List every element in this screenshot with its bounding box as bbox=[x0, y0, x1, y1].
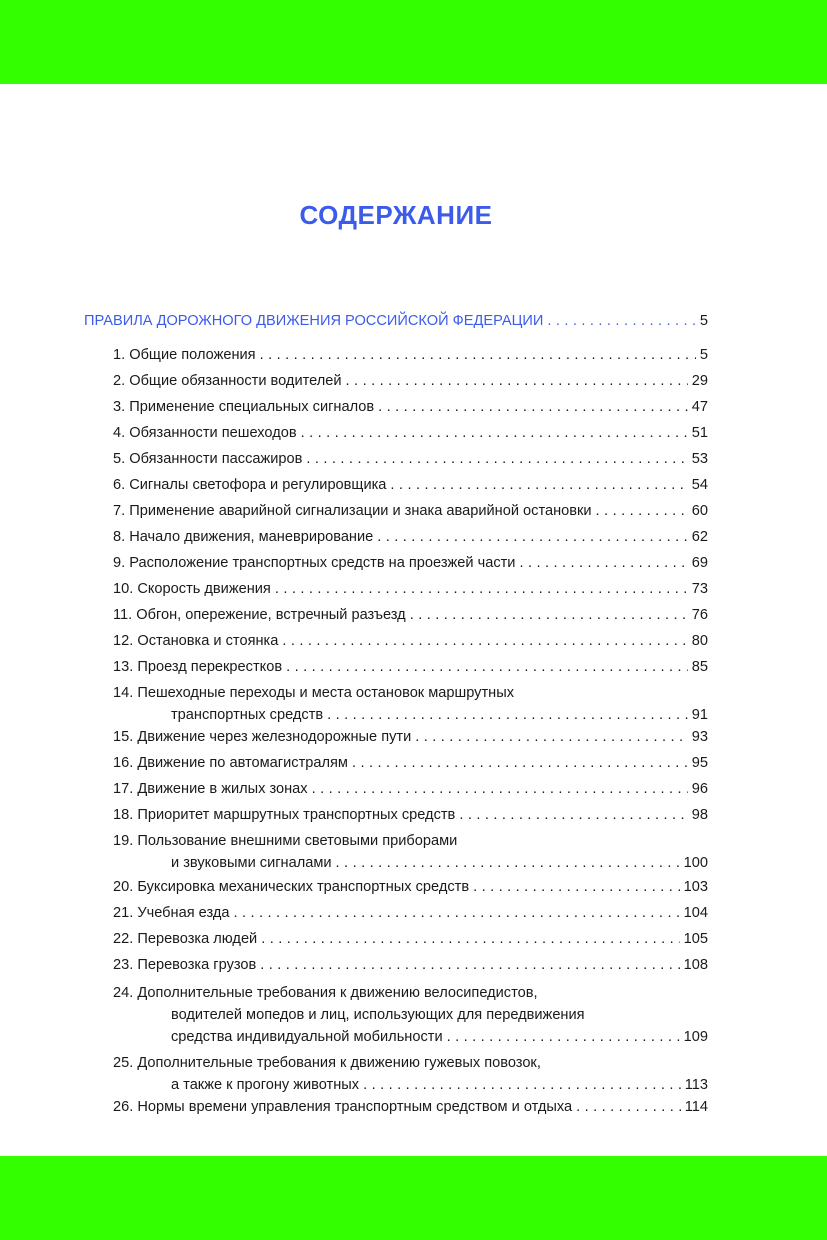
toc-page-number: 98 bbox=[691, 807, 708, 823]
toc-entry[interactable] bbox=[0, 526, 827, 548]
dot-leader bbox=[519, 552, 687, 574]
dot-leader bbox=[596, 500, 688, 522]
dot-leader bbox=[233, 902, 679, 924]
toc-page-number: 109 bbox=[683, 1029, 708, 1045]
dot-leader bbox=[336, 852, 680, 874]
toc-entry[interactable] bbox=[0, 1052, 827, 1096]
toc-section-title: ПРАВИЛА ДОРОЖНОГО ДВИЖЕНИЯ РОССИЙСКОЙ ФЕДЕРАЦИИ bbox=[84, 313, 544, 329]
toc-entry[interactable] bbox=[0, 344, 827, 366]
toc-entry-text: 6. Сигналы светофора и регулировщика bbox=[113, 477, 387, 493]
toc-entry-text: 4. Обязанности пешеходов bbox=[113, 425, 297, 441]
toc-page-number: 93 bbox=[691, 729, 708, 745]
dot-leader bbox=[415, 726, 688, 748]
toc-page-number: 76 bbox=[691, 607, 708, 623]
dot-leader bbox=[306, 448, 687, 470]
toc-entry-text: 10. Скорость движения bbox=[113, 581, 271, 597]
toc-page-number: 47 bbox=[691, 399, 708, 415]
toc-page-number: 113 bbox=[684, 1077, 708, 1093]
toc-entry[interactable] bbox=[0, 474, 827, 496]
toc-page-number: 95 bbox=[691, 755, 708, 771]
toc-entry-text: 5. Обязанности пассажиров bbox=[113, 451, 303, 467]
dot-leader bbox=[260, 954, 679, 976]
toc-entry-text: 23. Перевозка грузов bbox=[113, 957, 257, 973]
toc-entry[interactable] bbox=[0, 726, 827, 748]
toc-entry[interactable] bbox=[0, 604, 827, 626]
toc-entry[interactable] bbox=[0, 1096, 827, 1118]
toc-entry-text: 11. Обгон, опережение, встречный разъезд bbox=[113, 607, 406, 623]
toc-entry[interactable] bbox=[0, 752, 827, 774]
toc-entry[interactable] bbox=[0, 804, 827, 826]
toc-entry[interactable] bbox=[0, 422, 827, 444]
toc-entry-text: 12. Остановка и стоянка bbox=[113, 633, 279, 649]
dot-leader bbox=[282, 630, 687, 652]
dot-leader bbox=[459, 804, 687, 826]
toc-entry[interactable] bbox=[0, 656, 827, 678]
toc-entry-text-line: водителей мопедов и лиц, использующих для передвижения bbox=[171, 1007, 585, 1023]
dot-leader bbox=[275, 578, 688, 600]
toc-entry-text: 3. Применение специальных сигналов bbox=[113, 399, 375, 415]
toc-entry-text-line: 25. Дополнительные требования к движению гужевых повозок, bbox=[113, 1055, 541, 1071]
dot-leader bbox=[547, 310, 696, 332]
toc-entry[interactable] bbox=[0, 500, 827, 522]
dot-leader bbox=[363, 1074, 681, 1096]
toc-page-number: 51 bbox=[691, 425, 708, 441]
toc-entry[interactable] bbox=[0, 778, 827, 800]
dot-leader bbox=[312, 778, 688, 800]
toc-entry[interactable] bbox=[0, 370, 827, 392]
dot-leader bbox=[261, 928, 679, 950]
dot-leader bbox=[346, 370, 688, 392]
dot-leader bbox=[447, 1026, 680, 1048]
toc-entry-text: 13. Проезд перекрестков bbox=[113, 659, 283, 675]
toc-page-number: 85 bbox=[691, 659, 708, 675]
toc-page-number: 96 bbox=[691, 781, 708, 797]
toc-entry-text: 9. Расположение транспортных средств на проезжей части bbox=[113, 555, 516, 571]
toc-entry[interactable] bbox=[0, 682, 827, 726]
toc-page-number: 104 bbox=[683, 905, 708, 921]
toc-entry-text: а также к прогону животных bbox=[171, 1077, 360, 1093]
toc-entry[interactable] bbox=[0, 630, 827, 652]
toc-entry-text: 26. Нормы времени управления транспортным средством и отдыха bbox=[113, 1099, 573, 1115]
toc-entry-text: 15. Движение через железнодорожные пути bbox=[113, 729, 412, 745]
dot-leader bbox=[473, 876, 680, 898]
dot-leader bbox=[378, 396, 688, 418]
toc-entry[interactable] bbox=[0, 954, 827, 976]
dot-leader bbox=[327, 704, 688, 726]
toc-page-number: 91 bbox=[691, 707, 708, 723]
toc-page-number: 105 bbox=[683, 931, 708, 947]
toc-entry[interactable] bbox=[0, 982, 827, 1048]
dot-leader bbox=[377, 526, 688, 548]
toc-entry-text: средства индивидуальной мобильности bbox=[171, 1029, 443, 1045]
toc-page-number: 54 bbox=[691, 477, 708, 493]
dot-leader bbox=[410, 604, 688, 626]
toc-entry-text: 2. Общие обязанности водителей bbox=[113, 373, 342, 389]
toc-entry-text-line: 19. Пользование внешними световыми приборами bbox=[113, 833, 458, 849]
toc-section-heading[interactable] bbox=[0, 310, 827, 332]
toc-page-number: 114 bbox=[684, 1099, 708, 1115]
dot-leader bbox=[260, 344, 696, 366]
top-green-band bbox=[0, 0, 827, 84]
toc-entry-text: 7. Применение аварийной сигнализации и знака аварийной остановки bbox=[113, 503, 592, 519]
toc-entry[interactable] bbox=[0, 578, 827, 600]
toc-entry[interactable] bbox=[0, 552, 827, 574]
toc-entry[interactable] bbox=[0, 876, 827, 898]
toc-page-number: 73 bbox=[691, 581, 708, 597]
toc-page-number: 5 bbox=[699, 313, 708, 329]
toc-page-number: 69 bbox=[691, 555, 708, 571]
toc-entry-text: 1. Общие положения bbox=[113, 347, 256, 363]
toc-page-number: 100 bbox=[683, 855, 708, 871]
toc-page-number: 108 bbox=[683, 957, 708, 973]
toc-entry[interactable] bbox=[0, 928, 827, 950]
toc-entry-text: 17. Движение в жилых зонах bbox=[113, 781, 308, 797]
toc-page-number: 53 bbox=[691, 451, 708, 467]
toc-entry-text: 16. Движение по автомагистралям bbox=[113, 755, 348, 771]
toc-entry-text-line: 24. Дополнительные требования к движению велосипедистов, bbox=[113, 985, 538, 1001]
dot-leader bbox=[286, 656, 688, 678]
dot-leader bbox=[352, 752, 688, 774]
toc-entry-text: и звуковыми сигналами bbox=[171, 855, 332, 871]
toc-page-number: 29 bbox=[691, 373, 708, 389]
toc-entry-text-line: 14. Пешеходные переходы и места остановок маршрутных bbox=[113, 685, 514, 701]
dot-leader bbox=[301, 422, 688, 444]
dot-leader bbox=[390, 474, 687, 496]
bottom-green-band bbox=[0, 1156, 827, 1240]
toc-page-number: 60 bbox=[691, 503, 708, 519]
toc-page-number: 80 bbox=[691, 633, 708, 649]
toc-page-number: 62 bbox=[691, 529, 708, 545]
toc-entry[interactable] bbox=[0, 448, 827, 470]
toc-entry[interactable] bbox=[0, 902, 827, 924]
toc-entry-text: 21. Учебная езда bbox=[113, 905, 230, 921]
toc-entry[interactable] bbox=[0, 396, 827, 418]
toc-entry-text: 18. Приоритет маршрутных транспортных средств bbox=[113, 807, 456, 823]
dot-leader bbox=[576, 1096, 681, 1118]
toc-entry-text: 20. Буксировка механических транспортных средств bbox=[113, 879, 470, 895]
page-title: СОДЕРЖАНИЕ bbox=[299, 200, 493, 230]
toc-page-number: 5 bbox=[699, 347, 708, 363]
toc-page-number: 103 bbox=[683, 879, 708, 895]
toc-entry-text: 8. Начало движения, маневрирование bbox=[113, 529, 374, 545]
toc-entry-text: транспортных средств bbox=[171, 707, 324, 723]
toc-entry[interactable] bbox=[0, 830, 827, 874]
toc-entry-text: 22. Перевозка людей bbox=[113, 931, 258, 947]
